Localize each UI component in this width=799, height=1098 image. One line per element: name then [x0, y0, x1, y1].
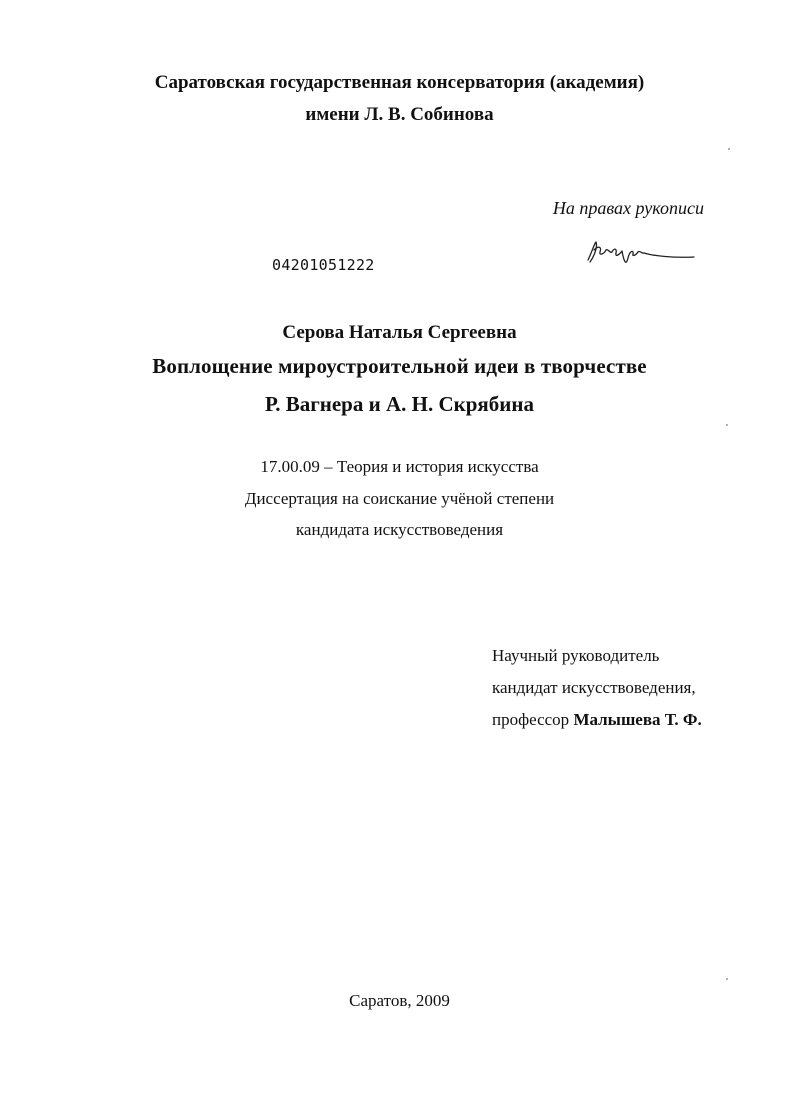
- supervisor-name: Малышева Т. Ф.: [573, 710, 702, 729]
- manuscript-rights-note: На правах рукописи: [552, 198, 704, 218]
- author-signature-icon: [584, 236, 696, 268]
- institution-heading: Саратовская государственная консерватория (академия): [154, 72, 645, 93]
- degree-statement-line-1: Диссертация на соискание учёной степени: [244, 489, 555, 508]
- specialty-code: 17.00.09 – Теория и история искусства: [260, 457, 539, 476]
- institution-name-heading: имени Л. В. Собинова: [305, 104, 494, 125]
- supervisor-rank: профессор: [492, 710, 570, 729]
- author-name: Серова Наталья Сергеевна: [282, 322, 517, 343]
- supervisor-title: Научный руководитель: [492, 646, 660, 665]
- supervisor-rank-line: [492, 710, 702, 730]
- dissertation-title-line-1: Воплощение мироустроительной идеи в творчестве: [152, 354, 647, 378]
- supervisor-degree: кандидат искусствоведения,: [492, 678, 696, 697]
- degree-statement-line-2: кандидата искусствоведения: [295, 520, 504, 539]
- city-year: Саратов, 2009: [349, 991, 450, 1010]
- dissertation-title-line-2: Р. Вагнера и А. Н. Скрябина: [265, 392, 534, 416]
- scan-speck: [726, 978, 728, 980]
- catalog-number: 04201051222: [272, 256, 375, 274]
- scan-speck: [726, 424, 728, 426]
- scan-speck: [728, 148, 730, 150]
